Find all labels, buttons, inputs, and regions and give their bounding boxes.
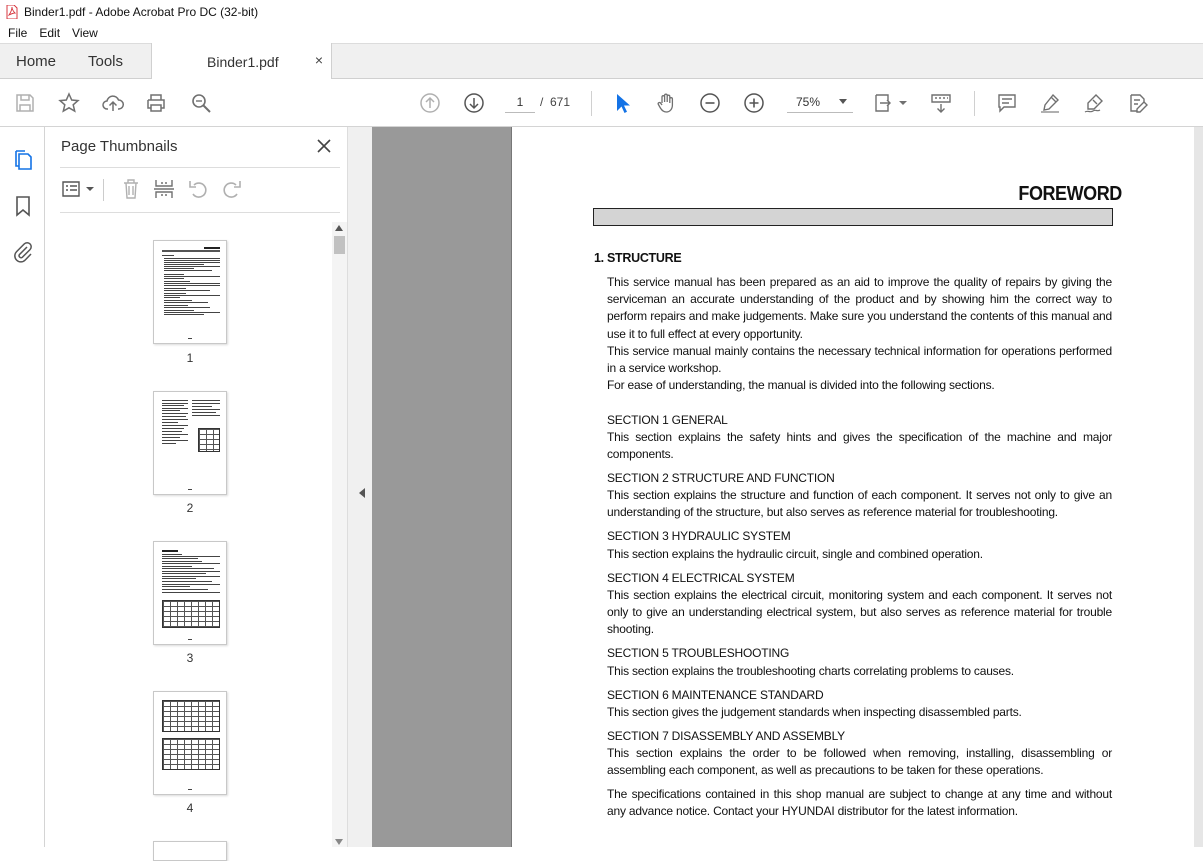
intro-paragraph: For ease of understanding, the manual is divided into the following sections. [607, 378, 995, 392]
main-toolbar [0, 79, 1203, 127]
section-title: SECTION 5 TROUBLESHOOTING [607, 646, 790, 660]
next-page-icon[interactable] [462, 91, 486, 115]
tab-document[interactable] [151, 43, 332, 80]
hand-tool-icon[interactable] [654, 91, 678, 115]
section-text: This section explains the electrical circuit, monitoring system and each component. It serves not only to give an understanding electrical system, but also serves as reference material for trouble shooting. [607, 588, 1112, 637]
scrollbar-thumb[interactable] [334, 236, 345, 254]
close-tab-icon[interactable]: × [314, 52, 323, 68]
acrobat-pdf-icon [6, 5, 18, 19]
toolbar-divider [591, 91, 592, 116]
sign-pen-icon[interactable] [1082, 91, 1106, 115]
comment-icon[interactable] [995, 91, 1019, 115]
intro-paragraph: This service manual mainly contains the necessary technical information for operations performed in a service workshop. [607, 344, 1112, 376]
search-zoom-icon[interactable] [189, 91, 213, 115]
section-text: This section explains the troubleshooting charts correlating problems to causes. [607, 664, 1014, 678]
section-text: This section explains the structure and function of each component. It serves not only to give an understanding of the structure, but also serves as reference material for troubleshooting. [607, 488, 1112, 520]
rotate-counterclockwise-icon[interactable] [186, 177, 210, 201]
heading-rule-bar [593, 208, 1113, 226]
menu-file[interactable]: File [8, 26, 28, 40]
thumbnails-scrollbar[interactable] [332, 222, 347, 847]
toolbar-divider [974, 91, 975, 116]
panel-toolbar-divider [103, 179, 104, 201]
pdf-page [511, 127, 1194, 847]
closing-paragraph: The specifications contained in this shop manual are subject to change at any time and without any advance notice. Contact your HYUNDAI distributor for the latest information. [607, 787, 1112, 819]
collapse-panel-icon[interactable] [359, 488, 365, 498]
window-title: Binder1.pdf - Adobe Acrobat Pro DC (32-bit) [24, 4, 259, 19]
previous-page-icon[interactable] [418, 91, 442, 115]
tab-bar [0, 43, 1203, 79]
section-title: SECTION 1 GENERAL [607, 413, 728, 427]
section-text: This section explains the safety hints and gives the specification of the machine and major components. [607, 430, 1112, 462]
tab-tools[interactable]: Tools [88, 53, 124, 70]
panel-splitter[interactable] [347, 127, 372, 847]
page-separator: / [540, 95, 544, 109]
bookmark-star-icon[interactable] [57, 91, 81, 115]
navigation-rail [0, 127, 45, 847]
menu-edit[interactable]: Edit [39, 26, 61, 40]
scroll-down-icon[interactable] [335, 839, 343, 845]
document-viewport[interactable] [372, 127, 1203, 847]
page-fit-icon[interactable] [873, 91, 909, 115]
panel-title: Page Thumbnails [61, 138, 178, 155]
page-thumbnail[interactable] [153, 691, 227, 795]
select-cursor-icon[interactable] [610, 91, 634, 115]
section-text: This section explains the hydraulic circuit, single and combined operation. [607, 547, 983, 561]
thumbnail-label: 2 [186, 501, 194, 515]
zoom-level-value: 75% [796, 94, 821, 109]
page-heading: FOREWORD [1018, 183, 1122, 205]
menu-view[interactable]: View [72, 26, 98, 40]
section-heading: 1. STRUCTURE [594, 251, 682, 265]
close-panel-icon[interactable] [315, 137, 333, 155]
thumbnail-label: 1 [186, 351, 194, 365]
intro-paragraph: This service manual has been prepared as an aid to improve the quality of repairs by giving the serviceman an accurate understanding of the product and by showing him the correct way to perform repairs and make judgements. Make sure you understand the contents of this manual and use it to full effect at every opportunity. [607, 275, 1112, 341]
page-thumbnails-panel [45, 127, 347, 847]
chevron-down-icon [839, 99, 847, 104]
print-icon[interactable] [144, 91, 168, 115]
page-thumbnail[interactable] [153, 391, 227, 495]
upload-cloud-icon[interactable] [101, 91, 125, 115]
section-title: SECTION 3 HYDRAULIC SYSTEM [607, 529, 791, 543]
tab-home[interactable]: Home [16, 53, 57, 70]
zoom-level-dropdown[interactable] [787, 91, 853, 113]
menu-bar [0, 23, 1203, 43]
highlight-pen-icon[interactable] [1038, 91, 1062, 115]
delete-page-icon[interactable] [119, 177, 143, 201]
thumbnail-label: 3 [186, 651, 194, 665]
section-title: SECTION 7 DISASSEMBLY AND ASSEMBLY [607, 729, 845, 743]
page-thumbnail[interactable] [153, 541, 227, 645]
document-scrollbar[interactable] [1194, 127, 1203, 847]
thumbnail-options-icon[interactable] [60, 177, 96, 201]
page-thumbnails-icon[interactable] [11, 148, 35, 172]
scroll-up-icon[interactable] [335, 225, 343, 231]
document-tab-label: Binder1.pdf [207, 53, 279, 70]
panel-divider [60, 167, 340, 168]
scrolling-mode-icon[interactable] [929, 91, 953, 115]
attachments-paperclip-icon[interactable] [11, 240, 35, 264]
rotate-clockwise-icon[interactable] [220, 177, 244, 201]
section-text: This section explains the order to be followed when removing, installing, disassembling or assembling each component, as well as precautions to be taken for these operations. [607, 746, 1112, 778]
edit-document-icon[interactable] [1126, 91, 1150, 115]
section-title: SECTION 2 STRUCTURE AND FUNCTION [607, 471, 835, 485]
insert-page-icon[interactable] [152, 177, 176, 201]
section-title: SECTION 6 MAINTENANCE STANDARD [607, 688, 824, 702]
thumbnail-label: 4 [186, 801, 194, 815]
bookmarks-icon[interactable] [11, 194, 35, 218]
page-thumbnail[interactable] [153, 841, 227, 861]
section-title: SECTION 4 ELECTRICAL SYSTEM [607, 571, 795, 585]
page-thumbnail[interactable] [153, 240, 227, 344]
page-number-input[interactable]: 1 [505, 91, 535, 113]
section-text: This section gives the judgement standards when inspecting disassembled parts. [607, 705, 1022, 719]
save-icon[interactable] [13, 91, 37, 115]
total-pages: 671 [550, 95, 571, 109]
panel-divider [60, 212, 340, 213]
title-bar [0, 0, 1203, 23]
zoom-out-icon[interactable] [698, 91, 722, 115]
zoom-in-icon[interactable] [742, 91, 766, 115]
